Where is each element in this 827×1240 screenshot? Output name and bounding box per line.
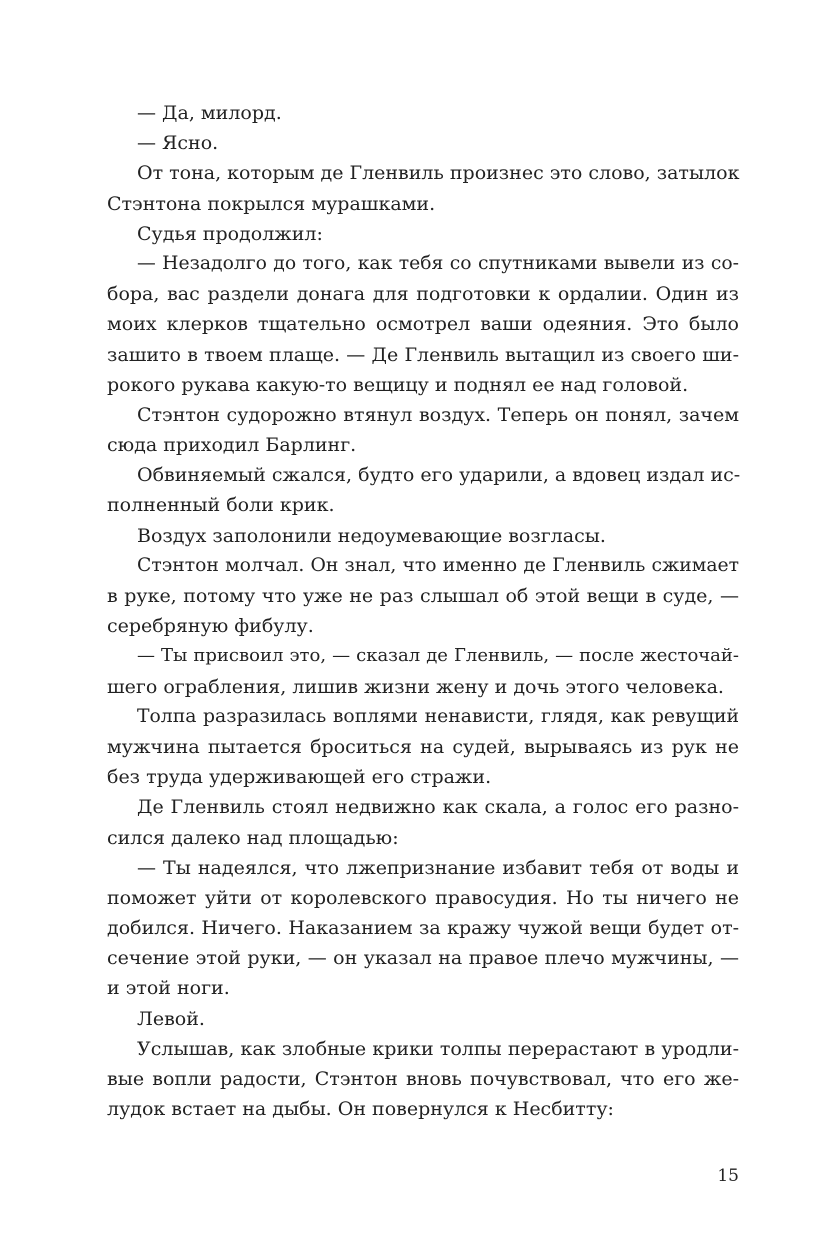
- text-line: полненный боли крик.: [107, 494, 335, 517]
- text-line: Судья продолжил:: [137, 222, 323, 245]
- text-line: и этой ноги.: [107, 977, 230, 1000]
- text-line: бора, вас раздели донага для подготовки к ордалии. Один из: [107, 283, 739, 306]
- text-line: Обвиняемый сжался, будто его ударили, а вдовец издал ис-: [137, 464, 741, 487]
- text-line: лудок встает на дыбы. Он повернулся к Несбитту:: [107, 1098, 614, 1121]
- text-line: вые вопли радости, Стэнтон вновь почувствовал, что его же-: [107, 1068, 739, 1090]
- text-line: Толпа разразилась воплями ненависти, глядя, как ревущий: [137, 705, 739, 727]
- text-line: Стэнтон молчал. Он знал, что именно де Гленвиль сжимает: [137, 554, 739, 576]
- text-line: рокого рукава какую-то вещицу и поднял ее над головой.: [107, 373, 689, 396]
- text-line: — Ты присвоил это, — сказал де Гленвиль, — после жесточай-: [137, 645, 739, 667]
- text-line: От тона, которым де Гленвиль произнес это слово, затылок: [137, 162, 740, 185]
- text-line: моих клерков тщательно осмотрел ваши одеяния. Это было: [107, 313, 739, 336]
- text-line: Услышав, как злобные крики толпы перерастают в уродли-: [137, 1037, 739, 1060]
- text-line: добился. Ничего. Наказанием за кражу чужой вещи будет от-: [107, 917, 739, 940]
- text-line: поможет уйти от королевского правосудия. Но ты ничего не: [107, 886, 739, 909]
- text-line: без труда удерживающей его стражи.: [107, 766, 492, 789]
- text-line: сечение этой руки, — он указал на правое плечо мужчины, —: [107, 947, 739, 970]
- text-line: зашито в твоем плаще. — Де Гленвиль вытащил из своего ши-: [107, 343, 739, 366]
- text-line: — Да, милорд.: [137, 102, 282, 124]
- text-line: серебряную фибулу.: [107, 615, 314, 638]
- text-line: шего ограбления, лишив жизни жену и дочь этого человека.: [107, 675, 724, 698]
- text-line: Де Гленвиль стоял недвижно как скала, а голос его разно-: [137, 796, 739, 819]
- text-line: — Ясно.: [137, 132, 219, 155]
- text-line: — Ты надеялся, что лжепризнание избавит тебя от воды и: [137, 856, 739, 879]
- text-line: сился далеко над площадью:: [107, 826, 399, 849]
- text-line: — Незадолго до того, как тебя со спутниками вывели из со-: [137, 252, 739, 274]
- text-line: в руке, потому что уже не раз слышал об этой вещи в суде, —: [107, 585, 739, 607]
- text-line: Стэнтон судорожно втянул воздух. Теперь он понял, зачем: [137, 403, 739, 426]
- page-number: 15: [717, 1166, 739, 1186]
- text-line: Левой.: [137, 1007, 205, 1030]
- text-line: Воздух заполонили недоумевающие возгласы.: [137, 524, 606, 547]
- text-line: сюда приходил Барлинг.: [107, 434, 357, 457]
- text-line: Стэнтона покрылся мурашками.: [107, 192, 436, 215]
- text-line: мужчина пытается броситься на судей, вырываясь из рук не: [107, 735, 739, 758]
- book-page-text: [107, 98, 739, 1124]
